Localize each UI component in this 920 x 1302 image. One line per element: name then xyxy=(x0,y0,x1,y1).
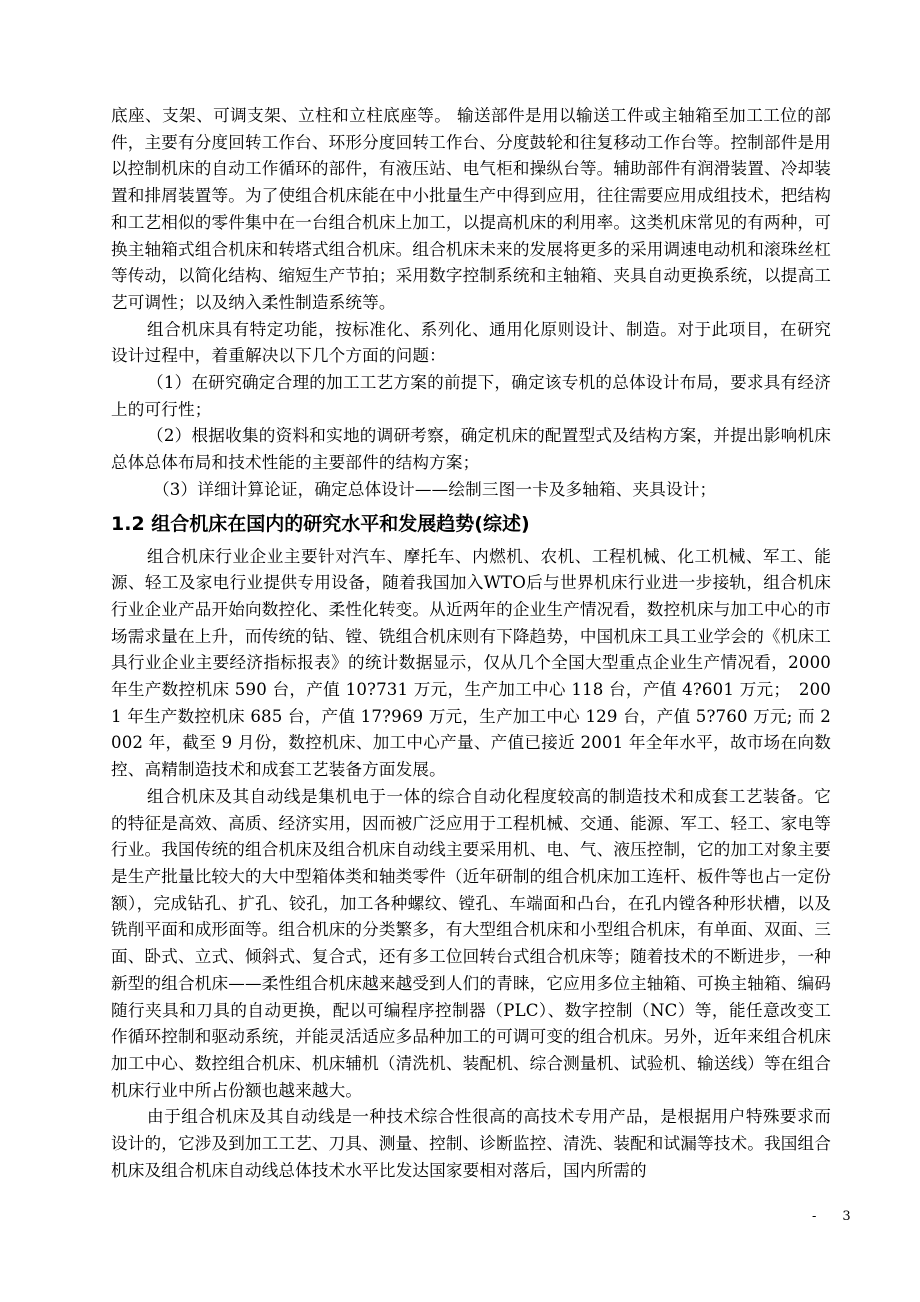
footer-dash: - xyxy=(812,1209,817,1224)
document-page xyxy=(111,103,831,1184)
page-footer xyxy=(812,1209,851,1225)
list-item-3: （3）详细计算论证，确定总体设计——绘制三图一卡及多轴箱、夹具设计； xyxy=(153,479,717,499)
body-paragraph-2: 组合机床具有特定功能，按标准化、系列化、通用化原则设计、制造。对于此项目，在研究设计过程中，着重解决以下几个方面的问题： xyxy=(111,319,831,366)
page-number: 3 xyxy=(842,1209,851,1224)
body-paragraph-1: 底座、支架、可调支架、立柱和立柱底座等。 输送部件是用以输送工件或主轴箱至加工工位的部件，主要有分度回转工作台、环形分度回转工作台、分度鼓轮和往复移动工作台等。控制部件是用以控制机床的自动工作循环的部件，有液压站、电气柜和操纵台等。辅助部件有润滑装置、冷却装置和排屑装置等。为了使组合机床能在中小批量生产中得到应用，往往需要应用成组技术，把结构和工艺相似的零件集中在一台组合机床上加工，以提高机床的利用率。这类机床常见的有两种，可换主轴箱式组合机床和转塔式组合机床。组合机床未来的发展将更多的采用调速电动机和滚珠丝杠等传动，以简化结构、缩短生产节拍；采用数字控制系统和主轴箱、夹具自动更换系统，以提高工艺可调性；以及纳入柔性制造系统等。 xyxy=(111,106,831,312)
body-paragraph-3: 组合机床行业企业主要针对汽车、摩托车、内燃机、农机、工程机械、化工机械、军工、能源、轻工及家电行业提供专用设备，随着我国加入WTO后与世界机床行业进一步接轨，组合机床行业企业产品开始向数控化、柔性化转变。从近两年的企业生产情况看，数控机床与加工中心的市场需求量在上升，而传统的钻、镗、铣组合机床则有下降趋势，中国机床工具工业学会的《机床工具行业企业主要经济指标报表》的统计数据显示，仅从几个全国大型重点企业生产情况看，2000 年生产数控机床 590 台，产值 10?731 万元，生产加工中心 118 台，产值 4?601 万元； 2001 年生产数控机床 685 台，产值 17?969 万元，生产加工中心 129 台，产值 5?760 万元; 而 2002 年，截至 9 月份，数控机床、加工中心产量、产值已接近 2001 年全年水平，故市场在向数控、高精制造技术和成套工艺装备方面发展。 xyxy=(111,546,831,780)
body-paragraph-4: 组合机床及其自动线是集机电于一体的综合自动化程度较高的制造技术和成套工艺装备。它的特征是高效、高质、经济实用，因而被广泛应用于工程机械、交通、能源、军工、轻工、家电等行业。我国传统的组合机床及组合机床自动线主要采用机、电、气、液压控制，它的加工对象主要是生产批量比较大的大中型箱体类和轴类零件（近年研制的组合机床加工连杆、板件等也占一定份额），完成钻孔、扩孔、铰孔，加工各种螺纹、镗孔、车端面和凸台，在孔内镗各种形状槽，以及铣削平面和成形面等。组合机床的分类繁多，有大型组合机床和小型组合机床，有单面、双面、三面、卧式、立式、倾斜式、复合式，还有多工位回转台式组合机床等；随着技术的不断进步，一种新型的组合机床——柔性组合机床越来越受到人们的青睐，它应用多位主轴箱、可换主轴箱、编码随行夹具和刀具的自动更换，配以可编程序控制器（PLC）、数字控制（NC）等，能任意改变工作循环控制和驱动系统，并能灵活适应多品种加工的可调可变的组合机床。另外，近年来组合机床加工中心、数控组合机床、机床辅机（清洗机、装配机、综合测量机、试验机、输送线）等在组合机床行业中所占份额也越来越大。 xyxy=(111,786,831,1100)
list-item-2: （2）根据收集的资料和实地的调研考察，确定机床的配置型式及结构方案，并提出影响机床总体总体布局和技术性能的主要部件的结构方案； xyxy=(111,426,831,473)
list-item-1: （1）在研究确定合理的加工工艺方案的前提下，确定该专机的总体设计布局，要求具有经济上的可行性； xyxy=(111,373,831,419)
body-paragraph-5: 由于组合机床及其自动线是一种技术综合性很高的高技术专用产品，是根据用户特殊要求而设计的，它涉及到加工工艺、刀具、测量、控制、诊断监控、清洗、装配和试漏等技术。我国组合机床及组合机床自动线总体技术水平比发达国家要相对落后，国内所需的 xyxy=(111,1107,831,1180)
section-heading: 1.2 组合机床在国内的研究水平和发展趋势(综述) xyxy=(111,512,530,535)
